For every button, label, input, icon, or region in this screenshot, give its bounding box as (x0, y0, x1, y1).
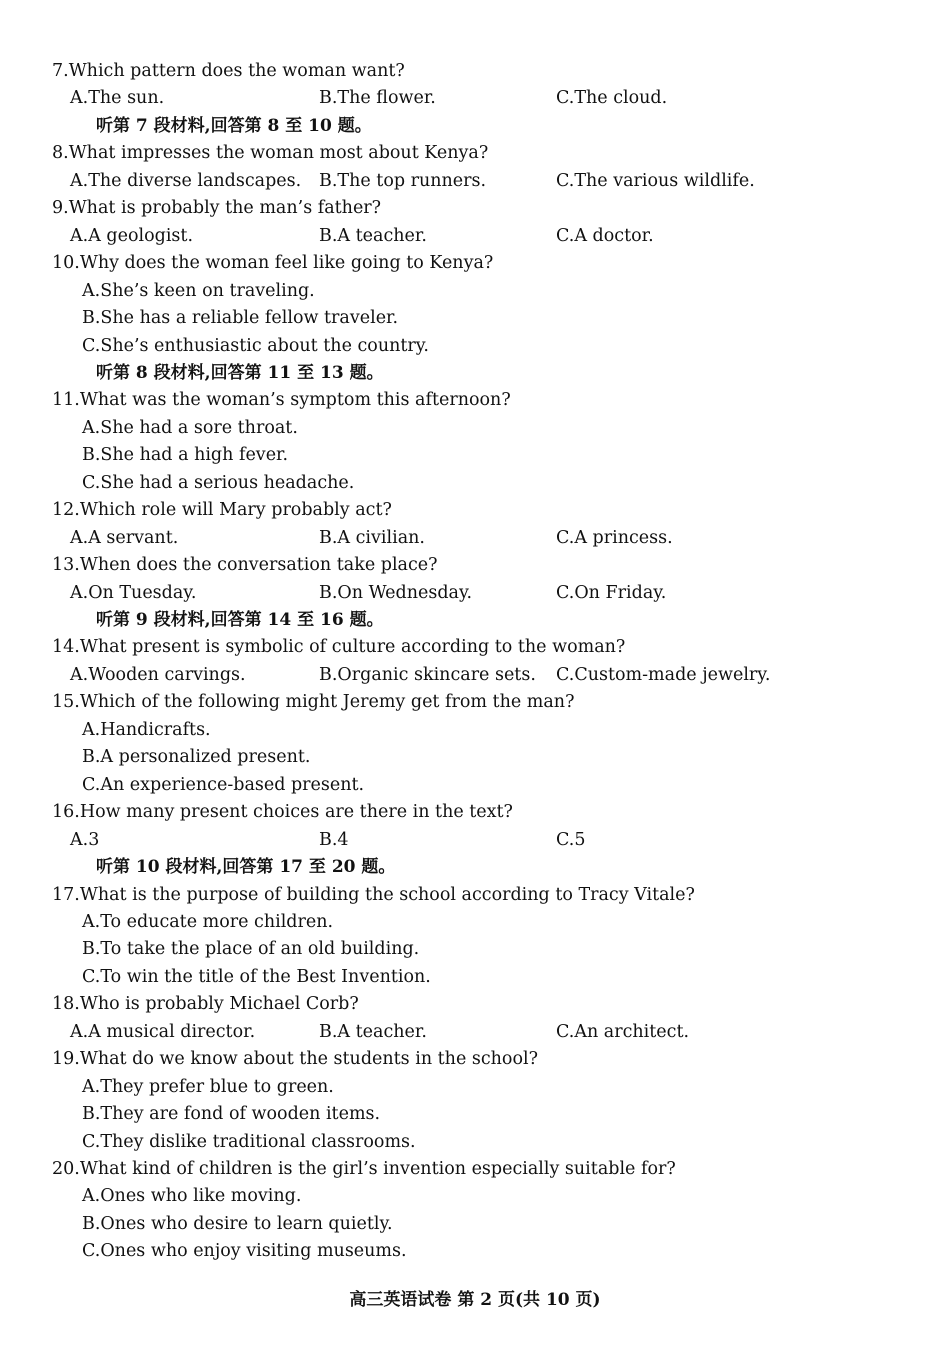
answer-option: A.3 (70, 829, 100, 850)
answer-option: A.They prefer blue to green. (82, 1076, 334, 1097)
question-text: 8.What impresses the woman most about Kenya? (52, 143, 489, 164)
answer-option: B.The top runners. (319, 170, 487, 191)
section-instruction: 听第 9 段材料,回答第 14 至 16 题。 (96, 610, 384, 630)
question-text: 17.What is the purpose of building the school according to Tracy Vitale? (52, 884, 695, 905)
answer-option: A.Wooden carvings. (70, 664, 246, 685)
question-text: 16.How many present choices are there in the text? (52, 802, 513, 823)
answer-option: B.Ones who desire to learn quietly. (82, 1213, 393, 1234)
question-text: 20.What kind of children is the girl’s invention especially suitable for? (52, 1159, 676, 1179)
answer-option: B.4 (319, 829, 349, 850)
answer-option: B.The flower. (319, 88, 436, 109)
answer-option: A.The sun. (70, 88, 165, 109)
answer-option: C.The various wildlife. (556, 170, 755, 191)
answer-option: B.Organic skincare sets. (319, 664, 536, 685)
question-text: 18.Who is probably Michael Corb? (52, 994, 359, 1015)
answer-option: C.5 (556, 829, 586, 850)
answer-option: C.Custom-made jewelry. (556, 664, 771, 685)
answer-option: C.Ones who enjoy visiting museums. (82, 1241, 407, 1262)
answer-option: A.Ones who like moving. (82, 1186, 302, 1207)
question-text: 12.Which role will Mary probably act? (52, 500, 392, 521)
answer-option: B.A teacher. (319, 225, 427, 246)
answer-option: A.On Tuesday. (70, 582, 197, 603)
answer-option: A.A musical director. (70, 1021, 256, 1042)
answer-option: A.A servant. (70, 527, 179, 548)
answer-option: B.To take the place of an old building. (82, 939, 420, 960)
answer-option: B.She had a high fever. (82, 445, 289, 466)
answer-option: A.She’s keen on traveling. (82, 280, 315, 301)
answer-option: C.A doctor. (556, 225, 654, 246)
answer-option: B.They are fond of wooden items. (82, 1104, 381, 1125)
section-instruction: 听第 8 段材料,回答第 11 至 13 题。 (96, 362, 384, 383)
answer-option: B.A civilian. (319, 527, 425, 548)
section-instruction: 听第 7 段材料,回答第 8 至 10 题。 (96, 115, 372, 136)
answer-option: C.She’s enthusiastic about the country. (82, 335, 429, 356)
answer-option: B.A teacher. (319, 1021, 427, 1042)
answer-option: A.A geologist. (70, 225, 194, 246)
answer-option: B.She has a reliable fellow traveler. (82, 308, 399, 329)
question-text: 14.What present is symbolic of culture according to the woman? (52, 637, 626, 658)
answer-option: A.To educate more children. (82, 911, 334, 932)
section-instruction: 听第 10 段材料,回答第 17 至 20 题。 (96, 857, 396, 878)
answer-option: B.A personalized present. (82, 747, 311, 768)
answer-option: A.Handicrafts. (82, 719, 211, 740)
question-text: 9.What is probably the man’s father? (52, 198, 382, 219)
answer-option: C.She had a serious headache. (82, 472, 355, 493)
question-text: 13.When does the conversation take place? (52, 555, 438, 576)
question-text: 10.Why does the woman feel like going to Kenya? (52, 253, 494, 274)
answer-option: C.A princess. (556, 527, 673, 548)
answer-option: B.On Wednesday. (319, 582, 473, 603)
answer-option: A.The diverse landscapes. (70, 170, 302, 191)
answer-option: C.An experience-based present. (82, 774, 365, 795)
answer-option: C.On Friday. (556, 582, 667, 603)
answer-option: C.An architect. (556, 1021, 690, 1042)
question-text: 7.Which pattern does the woman want? (52, 61, 405, 81)
question-text: 11.What was the woman’s symptom this afternoon? (52, 390, 511, 411)
answer-option: A.She had a sore throat. (82, 417, 298, 438)
answer-option: C.The cloud. (556, 88, 668, 109)
question-text: 15.Which of the following might Jeremy get from the man? (52, 692, 575, 713)
question-text: 19.What do we know about the students in the school? (52, 1049, 538, 1070)
answer-option: C.They dislike traditional classrooms. (82, 1131, 416, 1152)
answer-option: C.To win the title of the Best Invention. (82, 966, 431, 987)
page-footer: 高三英语试卷 第 2 页(共 10 页) (349, 1290, 601, 1310)
